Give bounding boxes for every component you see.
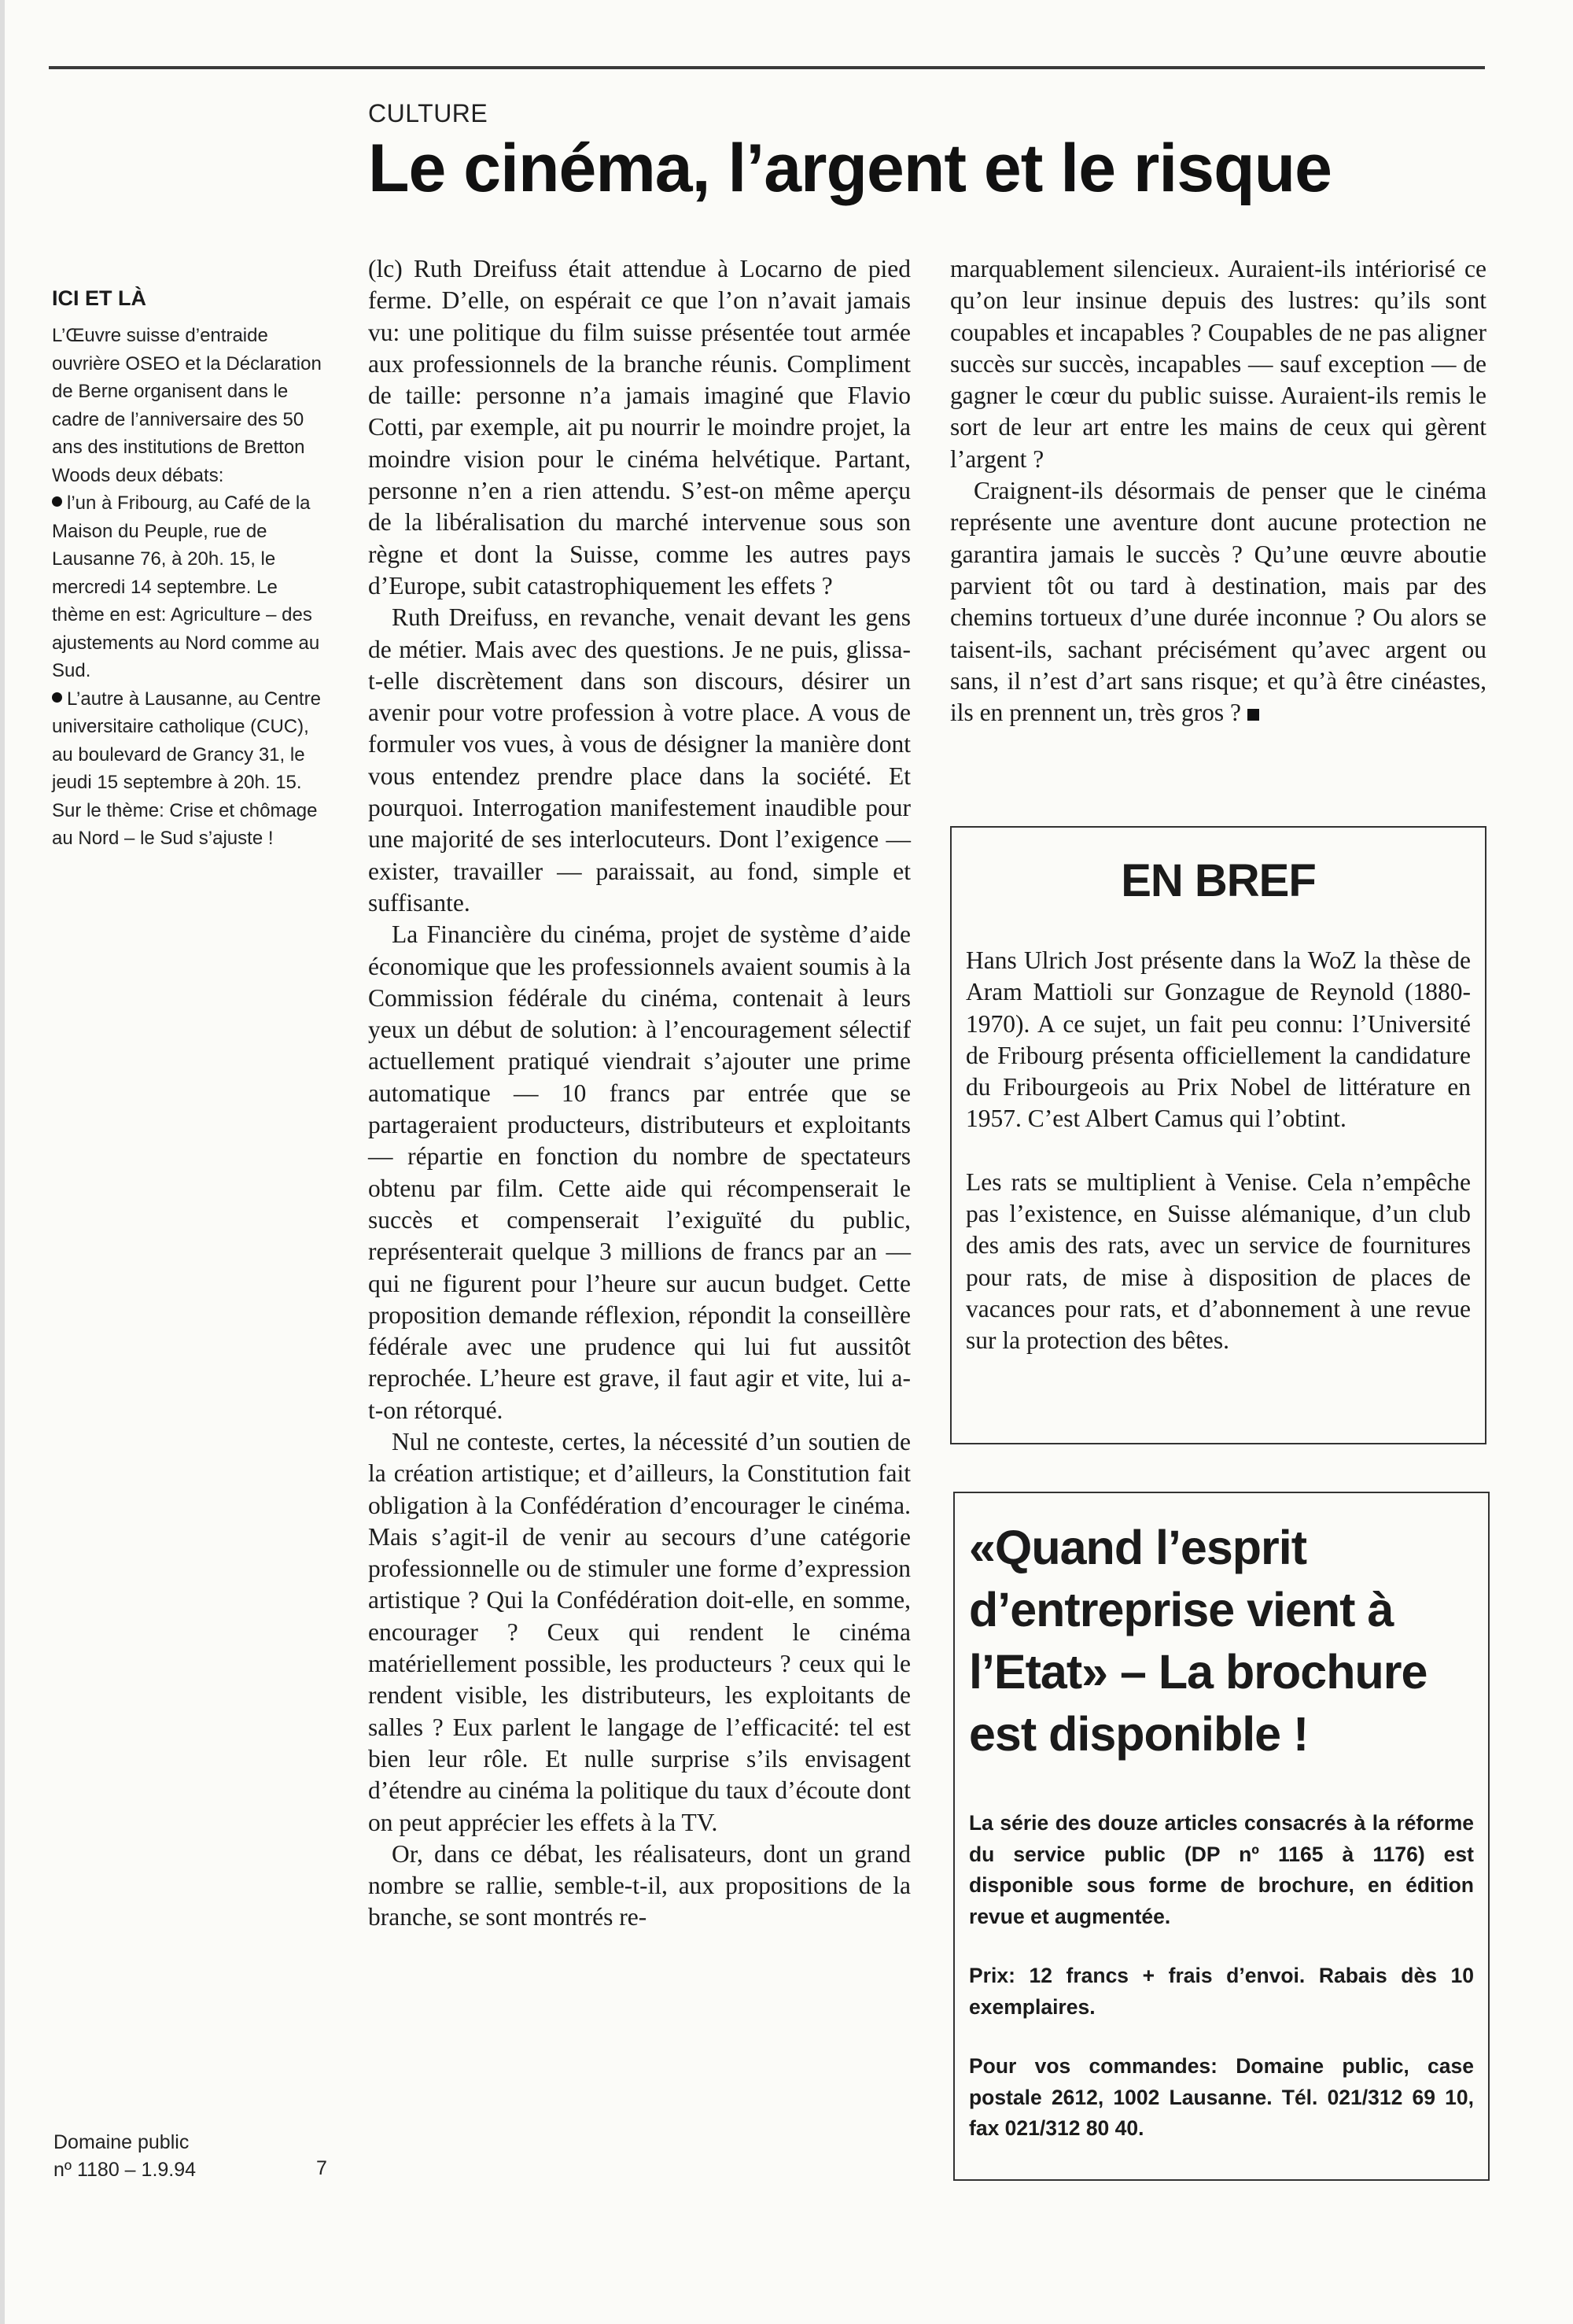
brochure-description: La série des douze articles consacrés à la réforme du service public (DP nº 1165 à 1176) est disponible sous forme de brochure, en édition revue et augmentée. bbox=[969, 1811, 1474, 1928]
footer-publication bbox=[53, 2129, 196, 2184]
paragraph: (lc) Ruth Dreifuss était attendue à Locarno de pied ferme. D’elle, on espérait ce que l’on n’avait jamais vu: une politique du film suisse présentée tout armée aux professionnels de la branche réunis. Compliment de taille: personne n’a jamais imaginé que Flavio Cotti, par exemple, ait pu nourrir le moindre projet, la moindre vision pour le cinéma helvétique. Partant, personne n’en a rien attendu. S’est-on même aperçu de la libéralisation du marché intervenue sous son règne et dont la Suisse, comme les autres pays d’Europe, subit catastrophiquement les effets ? bbox=[368, 255, 911, 599]
page-number: 7 bbox=[316, 2157, 327, 2179]
brochure-title: «Quand l’esprit d’entreprise vient à l’Etat» – La brochure est disponible ! bbox=[969, 1521, 1427, 1761]
sidebar-item-text: L’autre à Lausanne, au Centre universitaire catholique (CUC), au boulevard de Grancy 31, le jeudi 15 septembre à 20h. 15. Sur le thème: Crise et chômage au Nord – le Sud s’ajuste ! bbox=[52, 688, 321, 849]
brochure-box bbox=[953, 1492, 1490, 2181]
sidebar-item-text: l’un à Fribourg, au Café de la Maison du Peuple, rue de Lausanne 76, à 20h. 15, le mercredi 14 septembre. Le thème en est: Agriculture – des ajustements au Nord comme au Sud. bbox=[52, 492, 320, 681]
sidebar-item bbox=[52, 685, 329, 853]
paragraph-text: Craignent-ils désormais de penser que le cinéma représente une aventure dont aucune protection ne garantira jamais le succès ? Qu’une œuvre aboutie parvient tôt ou tard à destination, mais par des chemins tortueux d’une durée inconnue ? Ou alors se taisent-ils, sachant précisément qu’avec argent ou sans, il n’est d’art sans risque; et qu’à être cinéastes, ils en prennent un, très gros ? bbox=[950, 477, 1486, 727]
paragraph: Nul ne conteste, certes, la nécessité d’un soutien de la création artistique; et d’ailleurs, la Constitution fait obligation à la Confédération d’encourager le cinéma. Mais s’agit-il de venir au secours d’une catégorie professionnelle ou de stimuler une forme d’expression artistique ? Qui la Confédération doit-elle, en somme, encourager ? Ceux qui rendent le cinéma matériellement possible, les producteurs ? ceux qui le rendent visible, les distributeurs, les exploitants de salles ? Eux parlent le langage de l’efficacité: tel est bien leur rôle. Et nulle surprise s’ils envisagent d’étendre au cinéma la politique du taux d’écoute dont on peut apprécier les effets à la TV. bbox=[368, 1427, 911, 1836]
paragraph: Or, dans ce débat, les réalisateurs, dont un grand nombre se rallie, semble-t-il, aux propositions de la branche, se sont montrés re- bbox=[368, 1839, 911, 1931]
sidebar-title: ICI ET LÀ bbox=[52, 286, 146, 310]
sidebar-item bbox=[52, 489, 329, 685]
bullet-icon bbox=[52, 496, 62, 507]
brochure-orders: Pour vos commandes: Domaine public, case postale 2612, 1002 Lausanne. Tél. 021/312 69 10, fax 021/312 80 40. bbox=[969, 2054, 1474, 2140]
headline: Le cinéma, l’argent et le risque bbox=[368, 131, 1332, 206]
end-mark-icon bbox=[1247, 709, 1259, 721]
brochure-price: Prix: 12 francs + frais d’envoi. Rabais dès 10 exemplaires. bbox=[969, 1964, 1474, 2019]
en-bref-box bbox=[950, 826, 1486, 1444]
article-column-1 bbox=[368, 253, 911, 1934]
paragraph-last bbox=[950, 475, 1486, 729]
issue-number: nº 1180 – 1.9.94 bbox=[53, 2159, 197, 2181]
section-kicker: CULTURE bbox=[368, 99, 488, 127]
en-bref-title: EN BREF bbox=[1121, 855, 1316, 906]
article-header bbox=[368, 99, 1485, 204]
paragraph: Ruth Dreifuss, en revanche, venait devant les gens de métier. Mais avec des questions. Je ne puis, glissa-t-elle discrètement dans son discours, désirer un avenir pour votre profession à votre place. A vous de formuler vos vues, à vous de désigner la manière dont vous entendez prendre place dans la société. Et pourquoi. Interrogation manifestement inaudible pour une majorité de ses interlocuteurs. Dont l’exigence — exister, travailler — paraissait, au fond, simple et suffisante. bbox=[368, 603, 911, 917]
sidebar-ici-et-la bbox=[52, 286, 329, 853]
bullet-icon bbox=[52, 692, 62, 703]
sidebar-intro: L’Œuvre suisse d’entraide ouvrière OSEO et la Déclaration de Berne organisent dans le cadre de l’anniversaire des 50 ans des institutions de Bretton Woods deux débats: bbox=[52, 325, 322, 486]
en-bref-item: Hans Ulrich Jost présente dans la WoZ la thèse de Aram Mattioli sur Gonzague de Reynold (1880-1970). A ce sujet, un fait peu connu: l’Université de Fribourg présenta officiellement la candidature du Fribourgeois au Prix Nobel de littérature en 1957. C’est Albert Camus qui l’obtint. bbox=[966, 946, 1471, 1133]
en-bref-item: Les rats se multiplient à Venise. Cela n’empêche pas l’existence, en Suisse alémanique, d’un club des amis des rats, avec un service de fournitures pour rats, de mise à disposition de places de vacances pour rats, et d’abonnement à une revue sur la protection des bêtes. bbox=[966, 1168, 1471, 1355]
top-rule bbox=[49, 66, 1485, 69]
paragraph: marquablement silencieux. Auraient-ils intériorisé ce qu’on leur insinue depuis des lustres: qu’ils sont coupables et incapables ? Coupables de ne pas aligner succès sur succès, incapables — sauf exception — de gagner le cœur du public suisse. Auraient-ils remis le sort de leur art entre les mains de ceux qui gèrent l’argent ? bbox=[950, 255, 1486, 473]
paragraph: La Financière du cinéma, projet de système d’aide économique que les professionnels avaient soumis à la Commission fédérale du cinéma, contenait à leurs yeux un début de solution: à l’encouragement sélectif actuellement pratiqué viendrait s’ajouter une prime automatique — 10 francs par entrée que se partageraient producteurs, distributeurs et exploitants — répartie en fonction du nombre de spectateurs obtenu par film. Cette aide qui récompenserait le succès et compenserait l’exiguïté du public, représenterait quelque 3 millions de francs par an — qui ne figurent pour l’heure sur aucun budget. Cette proposition demande réflexion, répondit la conseillère fédérale avec une prudence qui lui fut aussitôt reprochée. L’heure est grave, il faut agir et vite, lui a-t-on rétorqué. bbox=[368, 920, 911, 1424]
publication-name: Domaine public bbox=[53, 2131, 190, 2153]
scan-edge bbox=[0, 0, 5, 2324]
article-column-2 bbox=[950, 253, 1486, 729]
